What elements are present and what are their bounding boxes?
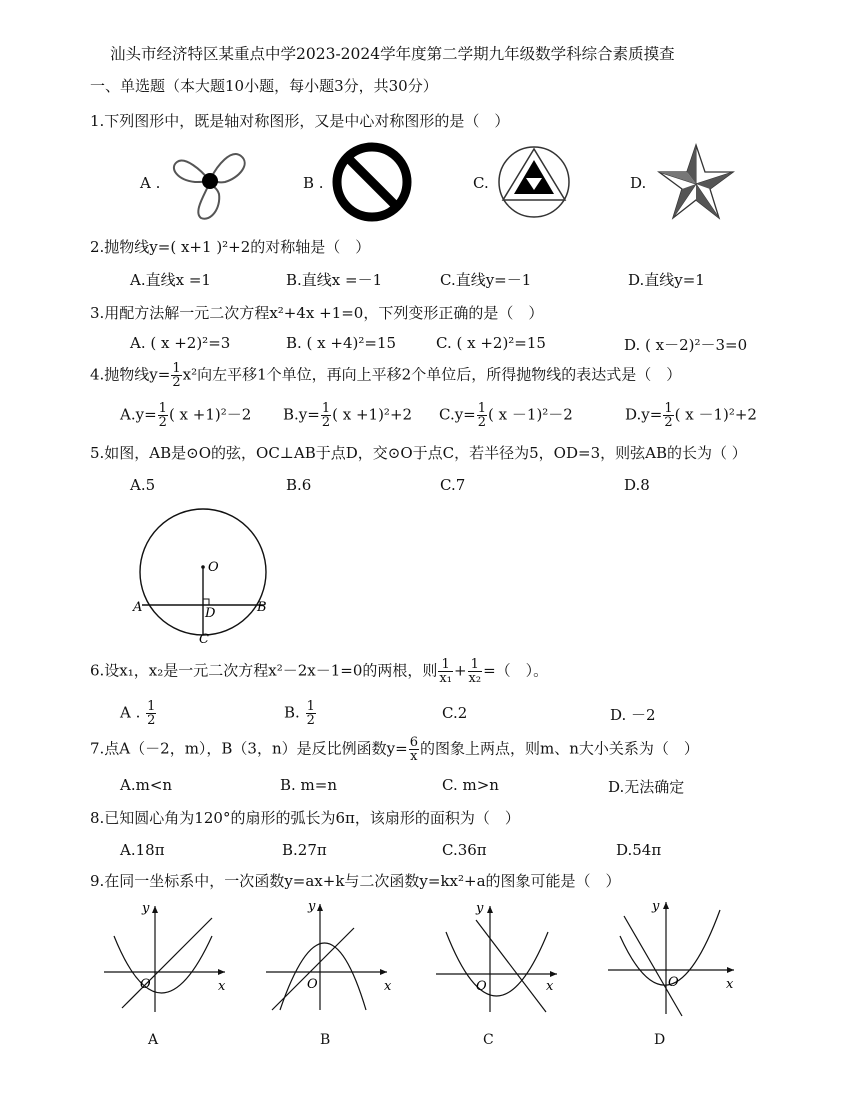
q9-graph-d (604, 896, 744, 1016)
q2-option-c: C.直线y=－1 (440, 271, 532, 289)
q6-stem-prefix: 6.设x₁，x₂是一元二次方程x²－2x－1=0的两根，则 (90, 661, 438, 680)
q4-option-a-prefix: A.y= (120, 405, 157, 424)
q9b-origin: O (307, 977, 318, 992)
q1-option-b-label: B . (303, 174, 324, 192)
q7-option-a: A.m<n (120, 776, 173, 794)
q6-option-d: D. －2 (610, 706, 656, 724)
q9a-origin: O (140, 977, 151, 992)
q9a-axis-x: x (218, 979, 226, 994)
label-a: A (133, 600, 143, 615)
q6-option-a (120, 700, 157, 727)
q9c-axis-x: x (546, 979, 554, 994)
q4-fraction-numerator: 1 (172, 361, 181, 376)
q6-stem-suffix: =（ ）。 (483, 661, 549, 680)
q4-option-d-prefix: D.y= (625, 405, 663, 424)
question-1-stem: 1.下列图形中，既是轴对称图形，又是中心对称图形的是（ ） (90, 112, 510, 130)
q4-option-b-suffix: ( x +1)²+2 (332, 405, 413, 424)
q9d-origin: O (668, 975, 679, 990)
q2-option-a: A.直线x =1 (130, 271, 211, 289)
q9-label-d: D (654, 1032, 666, 1048)
q7-stem-prefix: 7.点A（－2，m），B（3，n）是反比例函数y= (90, 739, 408, 758)
q9-label-b: B (320, 1032, 331, 1048)
q8-option-d: D.54π (616, 841, 662, 859)
q8-option-a: A.18π (120, 841, 165, 859)
page-title: 汕头市经济特区某重点中学2023-2024学年度第二学期九年级数学科综合素质摸查 (110, 45, 675, 63)
q4-option-d (625, 402, 757, 429)
q7-stem-suffix: 的图象上两点，则m、n大小关系为（ ） (419, 739, 699, 758)
fan-figure (165, 142, 255, 222)
q9-label-a: A (148, 1032, 159, 1048)
q9d-axis-y: y (652, 899, 660, 914)
q3-option-b: B. ( x +4)²=15 (286, 334, 397, 352)
question-7-stem (90, 736, 699, 763)
q6-option-a-den: 2 (147, 713, 156, 728)
q4-option-d-num: 1 (664, 401, 673, 416)
question-8-stem: 8.已知圆心角为120°的扇形的弧长为6π，该扇形的面积为（ ） (90, 809, 520, 827)
q9c-axis-y: y (476, 901, 484, 916)
q7-option-b: B. m=n (280, 776, 338, 794)
q4-option-b-fraction (321, 402, 331, 429)
q4-option-a-fraction (158, 402, 168, 429)
q6-fraction-1 (438, 658, 453, 685)
q9-graph-b (262, 898, 397, 1013)
question-3-stem: 3.用配方法解一元二次方程x²+4x +1=0，下列变形正确的是（ ） (90, 304, 544, 322)
q6-option-c: C.2 (442, 704, 468, 722)
question-6-stem (90, 658, 548, 685)
q5-option-d: D.8 (624, 476, 650, 494)
q4-option-b-num: 1 (321, 401, 331, 416)
q4-option-c (439, 402, 573, 429)
q2-option-b: B.直线x =－1 (286, 271, 383, 289)
q4-option-a-suffix: ( x +1)²－2 (168, 405, 252, 424)
q3-option-c: C. ( x +2)²=15 (436, 334, 546, 352)
question-4-stem (90, 362, 681, 389)
q7-frac-num: 6 (409, 735, 418, 750)
q4-option-a-den: 2 (158, 415, 167, 430)
q3-option-d: D. ( x－2)²－3=0 (624, 336, 748, 354)
q5-option-a: A.5 (130, 476, 156, 494)
question-5-stem: 5.如图，AB是⊙O的弦，OC⊥AB于点D，交⊙O于点C，若半径为5，OD=3，则弦AB的长为（ ） (90, 444, 747, 462)
question-9-stem: 9.在同一坐标系中，一次函数y=ax+k与二次函数y=kx²+a的图象可能是（ ） (90, 872, 621, 890)
q7-option-d: D.无法确定 (608, 778, 685, 796)
q1-option-a-label: A . (140, 174, 161, 192)
q5-option-b: B.6 (286, 476, 312, 494)
q4-option-c-den: 2 (477, 415, 487, 430)
q4-option-c-fraction (477, 402, 487, 429)
q9-label-c: C (483, 1032, 494, 1048)
q4-option-b-den: 2 (321, 415, 331, 430)
q1-option-d-label: D. (630, 174, 647, 192)
question-2-stem: 2.抛物线y=( x+1 )²+2的对称轴是（ ） (90, 238, 371, 256)
q3-option-a: A. ( x +2)²=3 (130, 334, 231, 352)
q4-option-c-num: 1 (477, 401, 487, 416)
q8-option-b: B.27π (282, 841, 327, 859)
q4-stem-suffix: x²向左平移1个单位，再向上平移2个单位后，所得抛物线的表达式是（ ） (182, 365, 682, 384)
q4-fraction-denominator: 2 (172, 375, 181, 390)
q4-option-c-prefix: C.y= (439, 405, 476, 424)
q2-option-d: D.直线y=1 (628, 271, 705, 289)
q8-option-c: C.36π (442, 841, 487, 859)
q9-graph-c (432, 900, 567, 1015)
section-heading: 一、单选题（本大题10小题，每小题3分，共30分） (90, 77, 438, 95)
q7-frac-den: x (410, 749, 418, 764)
q4-fraction (171, 362, 181, 389)
q4-option-a (120, 402, 251, 429)
q4-option-c-suffix: ( x －1)²－2 (488, 405, 573, 424)
q9b-axis-y: y (308, 899, 316, 914)
q4-option-b (283, 402, 412, 429)
q6-option-a-label: A . (120, 703, 141, 722)
q9d-axis-x: x (726, 977, 734, 992)
q6-option-b-fraction (306, 700, 316, 727)
q1-option-c-label: C. (473, 174, 489, 192)
q6-fraction-2 (468, 658, 483, 685)
q7-fraction (409, 736, 419, 763)
circle-chord-figure (130, 505, 280, 645)
q6-frac1-num: 1 (438, 658, 453, 672)
label-c: C (199, 632, 209, 647)
prohibition-sign-figure (330, 140, 414, 224)
q6-option-a-fraction (146, 700, 156, 727)
triangle-in-circle-figure (496, 144, 572, 220)
q4-option-d-den: 2 (664, 415, 673, 430)
q7-option-c: C. m>n (442, 776, 499, 794)
q6-option-b-label: B. (284, 703, 300, 722)
q6-frac1-den: x₁ (439, 671, 452, 686)
label-o: O (208, 560, 219, 575)
label-b: B (257, 600, 267, 615)
q6-option-b (284, 700, 317, 727)
q4-stem-prefix: 4.抛物线y= (90, 365, 171, 384)
q5-option-c: C.7 (440, 476, 466, 494)
q6-plus: + (453, 661, 467, 680)
label-d: D (205, 606, 216, 621)
q4-option-d-suffix: ( x －1)²+2 (674, 405, 757, 424)
q9c-origin: O (476, 979, 487, 994)
q9-graph-a (100, 900, 235, 1015)
q4-option-b-prefix: B.y= (283, 405, 320, 424)
q6-option-b-num: 1 (306, 699, 315, 714)
q6-frac2-num: 1 (468, 658, 483, 672)
q9a-axis-y: y (142, 901, 150, 916)
q6-option-a-num: 1 (147, 699, 156, 714)
q6-frac2-den: x₂ (468, 671, 482, 686)
q6-option-b-den: 2 (306, 713, 315, 728)
star-figure (658, 142, 734, 222)
q4-option-d-fraction (663, 402, 673, 429)
q4-option-a-num: 1 (158, 401, 167, 416)
q9b-axis-x: x (384, 979, 392, 994)
